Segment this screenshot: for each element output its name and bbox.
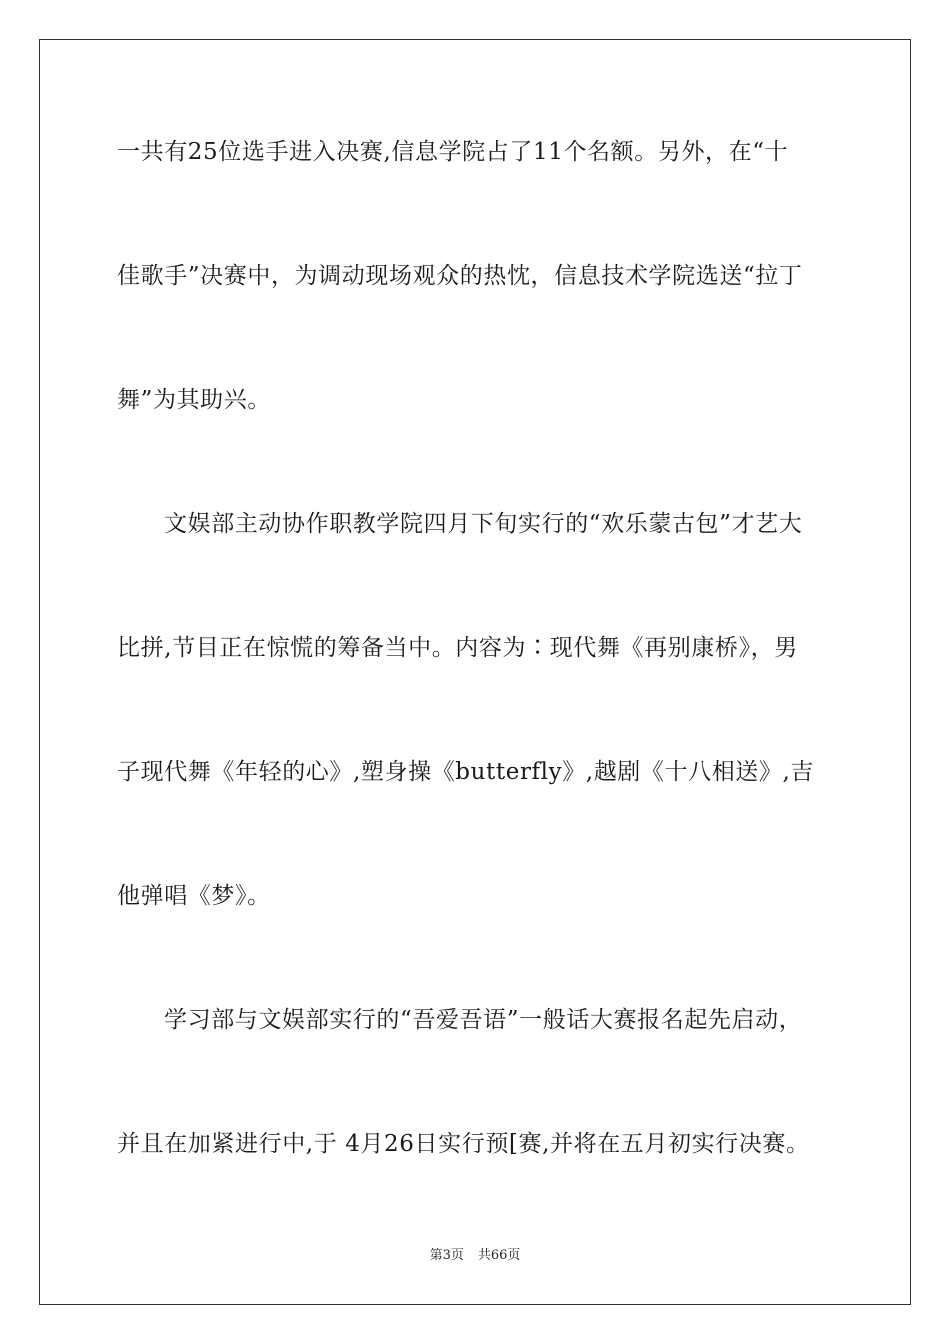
page-border [39,39,911,1305]
paragraph-line-9: 并且在加紧进行中,于 4月26日实行预[赛,并将在五月初实行决赛。 [117,1131,810,1157]
paragraph-line-5: 比拼,节目正在惊慌的筹备当中。内容为∶现代舞《再别康桥》，男 [117,635,798,661]
paragraph-line-4: 文娱部主动协作职教学院四月下旬实行的“欢乐蒙古包”才艺大 [164,511,803,537]
page-number: 第3页 [429,1248,464,1263]
paragraph-line-6: 子现代舞《年轻的心》,塑身操《butterfly》,越剧《十八相送》,吉 [117,759,815,785]
paragraph-line-8: 学习部与文娱部实行的“吾爱吾语”一般话大赛报名起先启动， [164,1007,803,1033]
paragraph-line-2: 佳歌手”决赛中，为调动现场观众的热忱，信息技术学院选送“拉丁 [117,263,803,289]
paragraph-line-3: 舞”为其助兴。 [117,387,271,413]
total-pages: 共66页 [477,1248,521,1263]
page-footer [0,1247,950,1265]
paragraph-line-7: 他弹唱《梦》。 [117,883,271,909]
paragraph-line-1: 一共有25位选手进入决赛,信息学院占了11个名额。另外，在“十 [117,139,789,165]
